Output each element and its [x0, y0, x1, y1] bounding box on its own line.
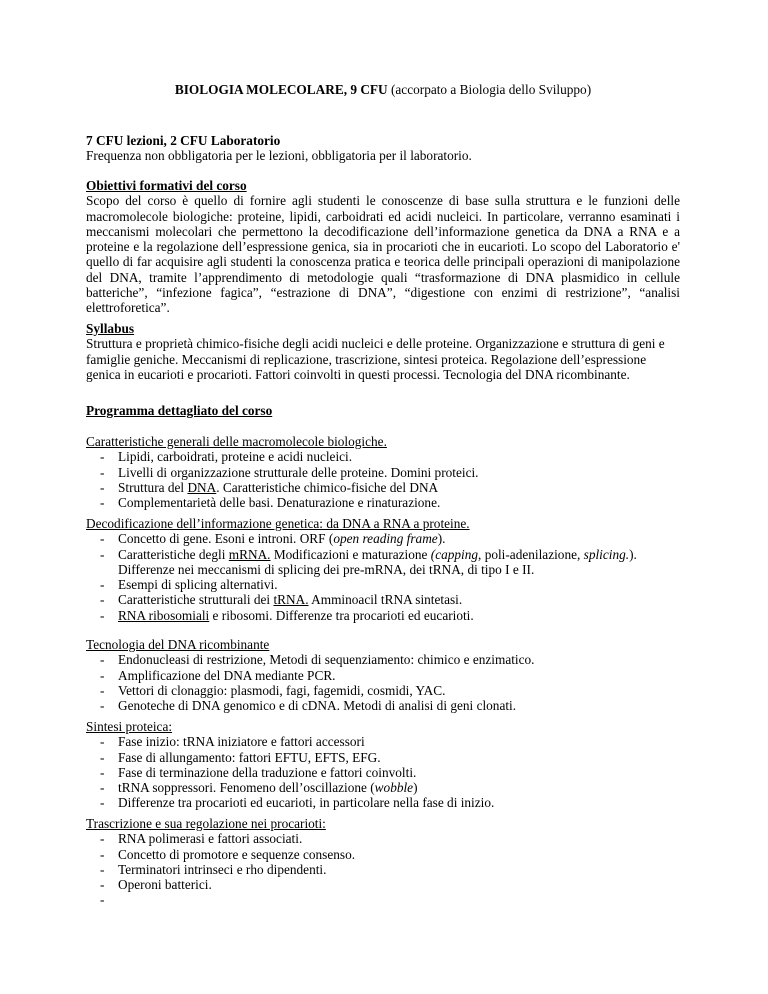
list-item: - Concetto di promotore e sequenze consenso. [100, 846, 356, 862]
list-item: - Endonucleasi di restrizione, Metodi di sequenziamento: chimico e enzimatico. [100, 652, 535, 668]
list-item: - Fase di terminazione della traduzione e fattori coinvolti. [100, 764, 417, 780]
list-item: - Fase di allungamento: fattori EFTU, EFTS, EFG. [100, 749, 381, 765]
bullet-list [86, 734, 680, 810]
list-item: - Genoteche di DNA genomico e di cDNA. Metodi di analisi di geni clonati. [100, 698, 517, 714]
course-title [86, 82, 680, 97]
objectives-text: Scopo del corso è quello di fornire agli studenti le conoscenze di base sulla struttura e le funzioni delle macromolecole biologiche: proteine, lipidi, carboidrati ed acidi nucleici. In particolare, verranno esaminati i meccanismi molecolari che permettono la decodificazione dell’informazione genetica da DNA a RNA e a proteine e la regolazione dell’espressione genica, sia in procarioti che in eucarioti. Lo scopo del Laboratorio e' quello di far acquisire agli studenti la conoscenza pratica e teorica delle principali operazioni di manipolazione del DNA, tramite l’apprendimento di metodologie quali “trasformazione di DNA plasmidico in cellule batteriche”, “infezione fagica”, “estrazione di DNA”, “digestione con enzimi di restrizione”, “analisi elettroforetica”. [86, 193, 680, 316]
syllabus-heading: Syllabus [86, 321, 135, 336]
list-item: - Complementarietà delle basi. Denaturazione e rinaturazione. [100, 495, 441, 511]
objectives-heading: Obiettivi formativi del corso [86, 178, 247, 193]
course-title-main: BIOLOGIA MOLECOLARE, 9 CFU [174, 82, 388, 97]
list-item: - Caratteristiche strutturali dei tRNA. Amminoacil tRNA sintetasi. [100, 592, 463, 608]
list-item: - Livelli di organizzazione strutturale delle proteine. Domini proteici. [100, 464, 479, 480]
bullet-list [86, 652, 680, 713]
list-item: - Lipidi, carboidrati, proteine e acidi nucleici. [100, 449, 353, 465]
bullet-list [86, 449, 680, 510]
bullet-list [86, 831, 680, 907]
list-item: - Amplificazione del DNA mediante PCR. [100, 667, 336, 683]
program-section-2 [86, 516, 680, 623]
list-item: - Struttura del DNA. Caratteristiche chimico-fisiche del DNA [100, 479, 439, 495]
list-item: - Terminatori intrinseci e rho dipendenti. [100, 861, 327, 877]
list-item: - RNA ribosomiali e ribosomi. Differenze tra procarioti ed eucarioti. [100, 607, 474, 623]
section-heading: Trascrizione e sua regolazione nei procarioti: [86, 816, 326, 831]
list-item: - Esempi di splicing alternativi. [100, 577, 278, 593]
course-title-note: (accorpato a Biologia dello Sviluppo) [387, 82, 592, 97]
program-section-5 [86, 816, 680, 908]
program-section-3 [86, 637, 680, 713]
list-item: - [100, 892, 105, 908]
program-heading-block [86, 403, 680, 418]
section-heading: Tecnologia del DNA ricombinante [86, 637, 270, 652]
list-item: - Fase inizio: tRNA iniziatore e fattori accessori [100, 734, 365, 750]
syllabus-text: Struttura e proprietà chimico-fisiche degli acidi nucleici e delle proteine. Organizzazione e struttura di geni e famiglie geniche. Meccanismi di replicazione, trascrizione, sintesi proteica. Regolazione dell’espressione genica in eucarioti e procarioti. Fattori coinvolti in questi processi. Tecnologia del DNA ricombinante. [86, 336, 665, 382]
program-heading: Programma dettagliato del corso [86, 403, 273, 418]
list-item: - Operoni batterici. [100, 877, 212, 893]
program-section-4 [86, 719, 680, 811]
objectives-section [86, 178, 680, 316]
cfu-text: Frequenza non obbligatoria per le lezioni, obbligatoria per il laboratorio. [86, 148, 472, 164]
section-heading: Sintesi proteica: [86, 719, 173, 734]
list-item: - tRNA soppressori. Fenomeno dell’oscillazione (wobble) [100, 780, 418, 796]
list-item: - Caratteristiche degli mRNA. Modificazioni e maturazione (capping, poli-adenilazione, splicing.). Differenze nei meccanismi di splicing dei pre-mRNA, dei tRNA, di tipo I e II. [100, 546, 637, 577]
program-section-1 [86, 434, 680, 510]
bullet-list [86, 531, 680, 623]
list-item: - RNA polimerasi e fattori associati. [100, 831, 303, 847]
list-item: - Vettori di clonaggio: plasmodi, fagi, fagemidi, cosmidi, YAC. [100, 682, 446, 698]
cfu-heading: 7 CFU lezioni, 2 CFU Laboratorio [86, 133, 281, 148]
section-heading: Decodificazione dell’informazione genetica: da DNA a RNA a proteine. [86, 516, 470, 531]
cfu-section [86, 133, 680, 164]
list-item: - Differenze tra procarioti ed eucarioti, in particolare nella fase di inizio. [100, 795, 495, 811]
syllabus-section [86, 321, 680, 382]
list-item: - Concetto di gene. Esoni e introni. ORF (open reading frame). [100, 531, 446, 547]
section-heading: Caratteristiche generali delle macromolecole biologiche. [86, 434, 387, 449]
